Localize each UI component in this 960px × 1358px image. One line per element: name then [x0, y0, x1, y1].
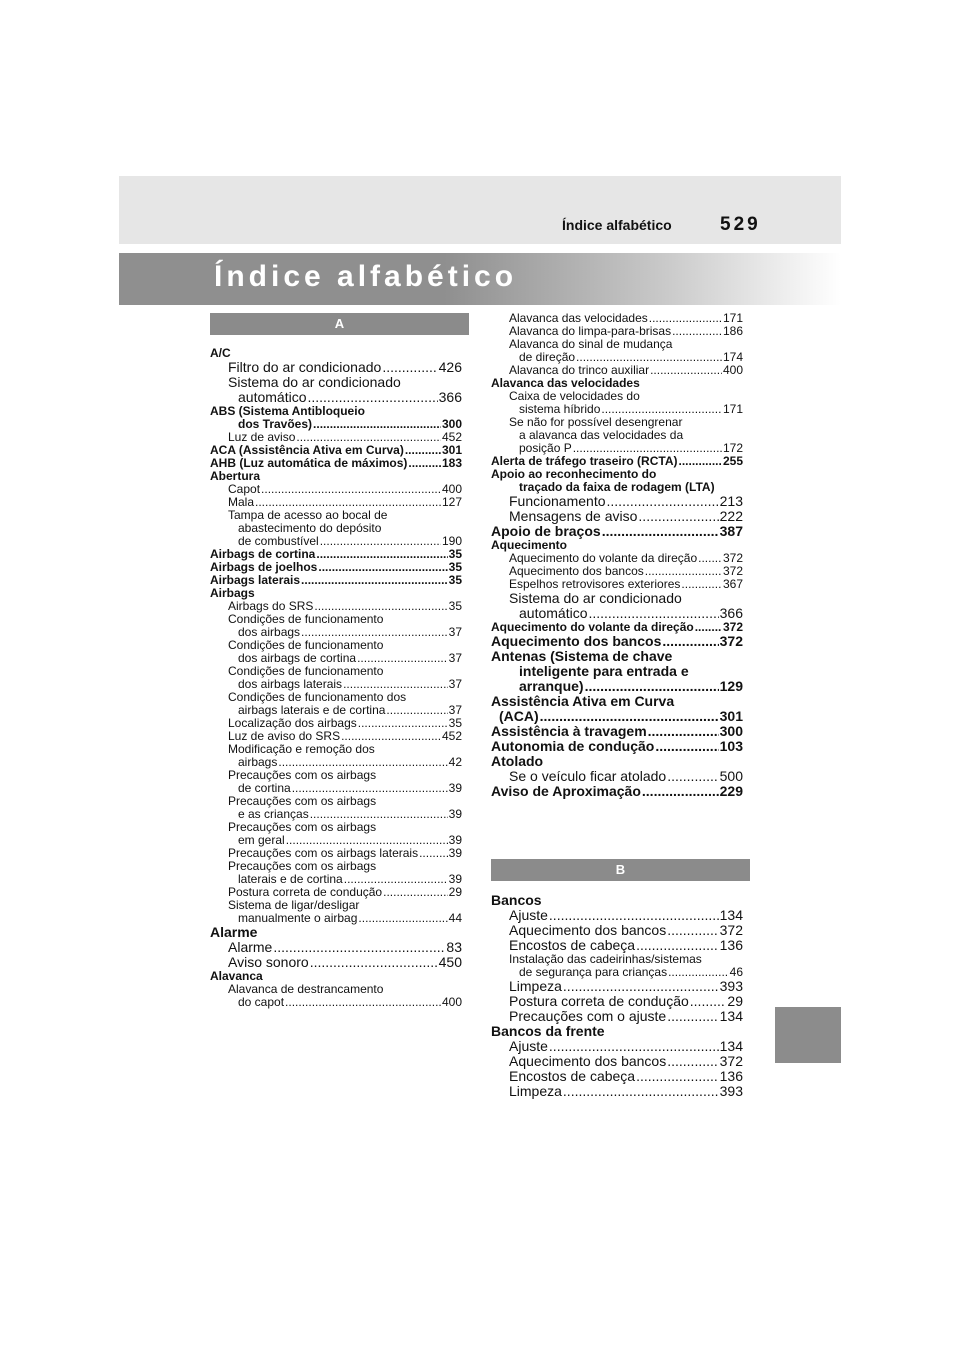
dot-leader	[540, 709, 719, 724]
index-entry	[491, 634, 743, 649]
dot-leader	[383, 886, 448, 899]
index-entry-term: de combustível	[238, 534, 319, 548]
index-entry	[491, 679, 743, 694]
thumb-index-tab	[775, 1007, 841, 1063]
index-entry-page: 255	[722, 454, 743, 468]
index-entry-term: Postura correta de condução	[228, 885, 383, 899]
index-entry-page: 172	[722, 441, 743, 455]
index-entry-page: 400	[722, 363, 743, 377]
index-entry-term: Mensagens de aviso	[509, 508, 638, 524]
index-entry-page: 39	[448, 872, 462, 886]
index-entry-term: Luz de aviso do SRS	[228, 729, 341, 743]
index-entry-term: Airbags do SRS	[228, 599, 314, 613]
index-entry-term: Aquecimento dos bancos	[509, 1053, 667, 1069]
dot-leader	[678, 455, 721, 468]
dot-leader	[667, 769, 718, 784]
index-entry	[491, 509, 743, 524]
index-entry-page: 400	[441, 482, 462, 496]
index-entry-term: Limpeza	[509, 1083, 562, 1099]
index-entry-term: Se o veículo ficar atolado	[509, 768, 667, 784]
index-entry-term: Precauções com os airbags laterais	[228, 846, 419, 860]
index-entry	[491, 994, 743, 1009]
index-entry-page: 367	[722, 577, 743, 591]
index-entry-page: 372	[722, 620, 743, 634]
index-entry-term: Limpeza	[509, 978, 562, 994]
dot-leader	[318, 561, 447, 574]
index-entry-page: 35	[448, 560, 462, 574]
index-entry-term: Assistência à travagem	[491, 723, 647, 739]
index-entry-page: 171	[722, 311, 743, 325]
index-entry-term: Alavanca das velocidades	[491, 376, 640, 390]
index-entry	[210, 996, 462, 1009]
index-entry-page: 37	[448, 651, 462, 665]
index-entry	[210, 925, 462, 940]
index-entry	[491, 1054, 743, 1069]
index-entry-page: 29	[727, 993, 743, 1009]
index-entry-term: automático	[519, 605, 588, 621]
index-entry-term: Condições de funcionamento dos	[228, 690, 407, 704]
index-entry-page: 366	[719, 605, 743, 621]
index-entry-term: (ACA)	[499, 708, 539, 724]
index-entry-term: ACA (Assistência Ativa em Curva)	[210, 443, 404, 457]
index-entry-term: Precauções com os airbags	[228, 820, 377, 834]
index-entry	[491, 1084, 743, 1099]
index-entry-term: Apoio ao reconhecimento do	[491, 467, 657, 481]
index-entry	[491, 649, 743, 664]
index-entry-term: Precauções com os airbags	[228, 859, 377, 873]
index-entry-term: em geral	[238, 833, 285, 847]
index-entry-page: 37	[448, 625, 462, 639]
index-entry-term: Antenas (Sistema de chave	[491, 648, 673, 664]
page-number: 529	[720, 214, 761, 235]
index-entry-page: 136	[719, 1068, 743, 1084]
index-entry-page: 129	[719, 678, 743, 694]
index-entry-term: Alerta de tráfego traseiro (RCTA)	[491, 454, 678, 468]
index-column-right	[491, 312, 743, 799]
index-entry-term: Bancos	[491, 892, 542, 908]
index-entry-term: Alarme	[228, 939, 273, 955]
index-entry-term: Postura correta de condução	[509, 993, 689, 1009]
index-entry-term: airbags	[238, 755, 278, 769]
index-entry-term: Alavanca do sinal de mudança	[509, 337, 673, 351]
index-entry-term: Sistema de ligar/desligar	[228, 898, 360, 912]
index-entry-term: de direção	[519, 350, 576, 364]
index-entry-page: 183	[441, 456, 462, 470]
index-entry-page: 500	[719, 768, 743, 784]
dot-leader	[261, 483, 441, 496]
index-entry-page: 35	[448, 599, 462, 613]
index-entry-page: 134	[719, 1008, 743, 1024]
dot-leader	[316, 548, 447, 561]
index-entry	[491, 938, 743, 953]
index-entry	[491, 769, 743, 784]
index-entry-page: 39	[448, 846, 462, 860]
index-entry-page: 190	[441, 534, 462, 548]
dot-leader	[408, 457, 441, 470]
index-entry-term: Ajuste	[509, 1038, 548, 1054]
dot-leader	[358, 912, 447, 925]
index-entry-term: Aviso sonoro	[228, 954, 309, 970]
dot-leader	[273, 940, 445, 955]
index-entry-page: 134	[719, 907, 743, 923]
index-entry-term: manualmente o airbag	[238, 911, 358, 925]
dot-leader	[386, 704, 447, 717]
dot-leader	[382, 360, 437, 375]
index-entry-term: Autonomia de condução	[491, 738, 655, 754]
index-entry	[210, 940, 462, 955]
index-entry-term: a alavanca das velocidades da	[519, 428, 684, 442]
index-entry-page: 136	[719, 937, 743, 953]
index-entry-page: 103	[719, 738, 743, 754]
index-entry-term: Airbags	[210, 586, 255, 600]
dot-leader	[419, 847, 448, 860]
dot-leader	[667, 1054, 718, 1069]
index-entry-page: 39	[448, 781, 462, 795]
index-entry	[491, 494, 743, 509]
index-entry-term: Precauções com os airbags	[228, 794, 377, 808]
index-entry-term: Aviso de Aproximação	[491, 783, 641, 799]
dot-leader	[301, 574, 448, 587]
index-column-right-b	[491, 893, 743, 1099]
index-entry-term: Sistema do ar condicionado	[228, 374, 401, 390]
index-entry-term: Alavanca do limpa-para-brisas	[509, 324, 672, 338]
index-entry-page: 39	[448, 833, 462, 847]
index-entry-term: Airbags laterais	[210, 573, 301, 587]
dot-leader	[588, 606, 718, 621]
dot-leader	[285, 996, 441, 1009]
index-entry-term: Condições de funcionamento	[228, 664, 384, 678]
index-entry-term: Alavanca das velocidades	[509, 311, 648, 325]
index-entry-term: Atolado	[491, 753, 544, 769]
index-entry	[491, 1039, 743, 1054]
index-entry-page: 301	[441, 443, 462, 457]
index-entry-page: 372	[719, 633, 743, 649]
dot-leader	[549, 908, 719, 923]
index-entry-page: 450	[438, 954, 462, 970]
index-entry-term: dos Travões)	[238, 417, 313, 431]
index-entry-page: 372	[719, 922, 743, 938]
index-entry	[491, 1009, 743, 1024]
dot-leader	[563, 1084, 719, 1099]
index-entry-term: Mala	[228, 495, 255, 509]
index-entry-term: automático	[238, 389, 307, 405]
index-entry-page: 29	[448, 885, 462, 899]
dot-leader	[310, 955, 438, 970]
index-entry-page: 426	[438, 359, 462, 375]
dot-leader	[662, 634, 718, 649]
index-entry-term: Modificação e remoção dos	[228, 742, 375, 756]
index-entry-page: 300	[719, 723, 743, 739]
index-entry-term: sistema híbrido	[519, 402, 601, 416]
index-entry	[491, 1024, 743, 1039]
index-entry-term: Alavanca do trinco auxiliar	[509, 363, 650, 377]
index-entry-page: 44	[448, 911, 462, 925]
index-entry-page: 46	[729, 965, 743, 979]
index-entry-page: 452	[441, 430, 462, 444]
index-entry-term: Aquecimento do volante da direção	[491, 620, 694, 634]
index-entry-page: 300	[441, 417, 462, 431]
index-entry-term: Bancos da frente	[491, 1023, 605, 1039]
index-entry-term: Instalação das cadeirinhas/sistemas	[509, 952, 702, 966]
index-entry-page: 393	[719, 978, 743, 994]
index-entry-term: Condições de funcionamento	[228, 612, 384, 626]
index-entry-page: 372	[722, 551, 743, 565]
dot-leader	[690, 994, 727, 1009]
index-entry-term: do capot	[238, 995, 285, 1009]
running-header-title: Índice alfabético	[562, 217, 672, 233]
index-entry-term: Apoio de braços	[491, 523, 601, 539]
dot-leader	[313, 418, 441, 431]
index-entry-term: Sistema do ar condicionado	[509, 590, 682, 606]
index-entry	[491, 664, 743, 679]
index-entry-term: Capot	[228, 482, 261, 496]
index-entry-page: 127	[441, 495, 462, 509]
index-entry-page: 213	[719, 493, 743, 509]
index-entry-page: 400	[441, 995, 462, 1009]
index-entry-page: 35	[448, 573, 462, 587]
index-entry-page: 42	[448, 755, 462, 769]
dot-leader	[698, 552, 722, 565]
index-entry	[491, 754, 743, 769]
index-entry-term: ABS (Sistema Antibloqueio	[210, 404, 365, 418]
index-entry-term: abastecimento do depósito	[238, 521, 382, 535]
index-entry-term: airbags laterais e de cortina	[238, 703, 386, 717]
index-entry-term: Espelhos retrovisores exteriores	[509, 577, 681, 591]
index-entry-page: 452	[441, 729, 462, 743]
dot-leader	[655, 739, 718, 754]
index-entry-page: 39	[448, 807, 462, 821]
index-entry	[491, 908, 743, 923]
index-entry-term: e as crianças	[238, 807, 309, 821]
index-entry-page: 229	[719, 783, 743, 799]
index-entry	[210, 375, 462, 390]
index-entry-term: Funcionamento	[509, 493, 606, 509]
index-entry-term: traçado da faixa de rodagem (LTA)	[519, 480, 715, 494]
index-entry-page: 35	[448, 716, 462, 730]
index-entry-page: 387	[719, 523, 743, 539]
index-column-left	[210, 347, 462, 1009]
dot-leader	[636, 1069, 719, 1084]
index-entry-term: de segurança para crianças	[519, 965, 668, 979]
index-entry-term: Alavanca	[210, 969, 263, 983]
dot-leader	[320, 535, 441, 548]
index-entry-page: 366	[438, 389, 462, 405]
index-entry-page: 35	[448, 547, 462, 561]
index-entry-term: Se não for possível desengrenar	[509, 415, 683, 429]
index-entry-term: AHB (Luz automática de máximos)	[210, 456, 408, 470]
index-entry-page: 301	[719, 708, 743, 724]
dot-leader	[636, 938, 719, 953]
index-entry-term: Abertura	[210, 469, 261, 483]
dot-leader	[358, 717, 448, 730]
index-entry-term: Encostos de cabeça	[509, 1068, 636, 1084]
dot-leader	[672, 325, 722, 338]
index-entry-page: 37	[448, 703, 462, 717]
index-entry-term: Ajuste	[509, 907, 548, 923]
index-entry	[491, 923, 743, 938]
index-entry-term: dos airbags de cortina	[238, 651, 357, 665]
title-banner	[119, 253, 841, 305]
index-entry-page: 393	[719, 1083, 743, 1099]
index-entry	[491, 1069, 743, 1084]
index-entry-page: 83	[446, 939, 462, 955]
index-entry-page: 37	[448, 677, 462, 691]
index-entry-term: arranque)	[519, 678, 584, 694]
index-entry-term: Precauções com o ajuste	[509, 1008, 667, 1024]
index-entry	[210, 360, 462, 375]
index-entry-term: Aquecimento dos bancos	[509, 922, 667, 938]
dot-leader	[648, 724, 719, 739]
index-entry-term: Alavanca de destrancamento	[228, 982, 384, 996]
index-entry-term: Assistência Ativa em Curva	[491, 693, 675, 709]
dot-leader	[695, 621, 722, 634]
index-entry	[491, 524, 743, 539]
index-entry	[491, 709, 743, 724]
index-entry	[491, 606, 743, 621]
index-entry-term: de cortina	[238, 781, 291, 795]
index-entry-term: Filtro do ar condicionado	[228, 359, 382, 375]
index-entry-term: laterais e de cortina	[238, 872, 343, 886]
index-entry	[491, 893, 743, 908]
dot-leader	[549, 1039, 719, 1054]
index-entry	[491, 694, 743, 709]
index-entry-page: 372	[719, 1053, 743, 1069]
index-entry-term: Airbags de joelhos	[210, 560, 318, 574]
index-entry-term: Tampa de acesso ao bocal de	[228, 508, 388, 522]
index-entry-term: posição P	[519, 441, 572, 455]
dot-leader	[405, 444, 441, 457]
page-title: Índice alfabético	[214, 260, 518, 293]
dot-leader	[681, 578, 722, 591]
section-header-a: A	[210, 313, 469, 335]
dot-leader	[585, 679, 719, 694]
index-entry	[210, 955, 462, 970]
index-entry-page: 134	[719, 1038, 743, 1054]
index-entry-page: 171	[722, 402, 743, 416]
dot-leader	[307, 390, 437, 405]
index-entry-term: A/C	[210, 346, 231, 360]
index-entry-term: Aquecimento dos bancos	[491, 633, 662, 649]
dot-leader	[563, 979, 719, 994]
index-entry-term: Aquecimento	[491, 538, 568, 552]
index-entry-page: 372	[722, 564, 743, 578]
index-entry-term: Luz de aviso	[228, 430, 296, 444]
index-entry-page: 174	[722, 350, 743, 364]
index-entry-term: Caixa de velocidades do	[509, 389, 640, 403]
index-entry	[491, 979, 743, 994]
index-entry-term: Aquecimento do volante da direção	[509, 551, 698, 565]
index-entry	[491, 739, 743, 754]
dot-leader	[638, 509, 718, 524]
index-entry-term: Precauções com os airbags	[228, 768, 377, 782]
index-entry-term: Airbags de cortina	[210, 547, 316, 561]
index-entry-term: inteligente para entrada e	[519, 663, 689, 679]
dot-leader	[650, 364, 722, 377]
index-entry	[210, 390, 462, 405]
index-entry-term: Condições de funcionamento	[228, 638, 384, 652]
dot-leader	[667, 1009, 718, 1024]
index-entry-term: Aquecimento dos bancos	[509, 564, 644, 578]
index-entry-term: dos airbags	[238, 625, 301, 639]
index-entry	[491, 724, 743, 739]
index-entry-term: Encostos de cabeça	[509, 937, 636, 953]
dot-leader	[607, 494, 719, 509]
index-entry-term: Alarme	[210, 924, 258, 940]
index-entry-page: 186	[722, 324, 743, 338]
dot-leader	[642, 784, 719, 799]
index-entry	[491, 591, 743, 606]
index-entry-term: dos airbags laterais	[238, 677, 343, 691]
index-entry-term: Localização dos airbags	[228, 716, 357, 730]
dot-leader	[602, 524, 719, 539]
index-entry	[491, 784, 743, 799]
section-header-b: B	[491, 859, 750, 881]
dot-leader	[667, 923, 718, 938]
index-entry-page: 222	[719, 508, 743, 524]
